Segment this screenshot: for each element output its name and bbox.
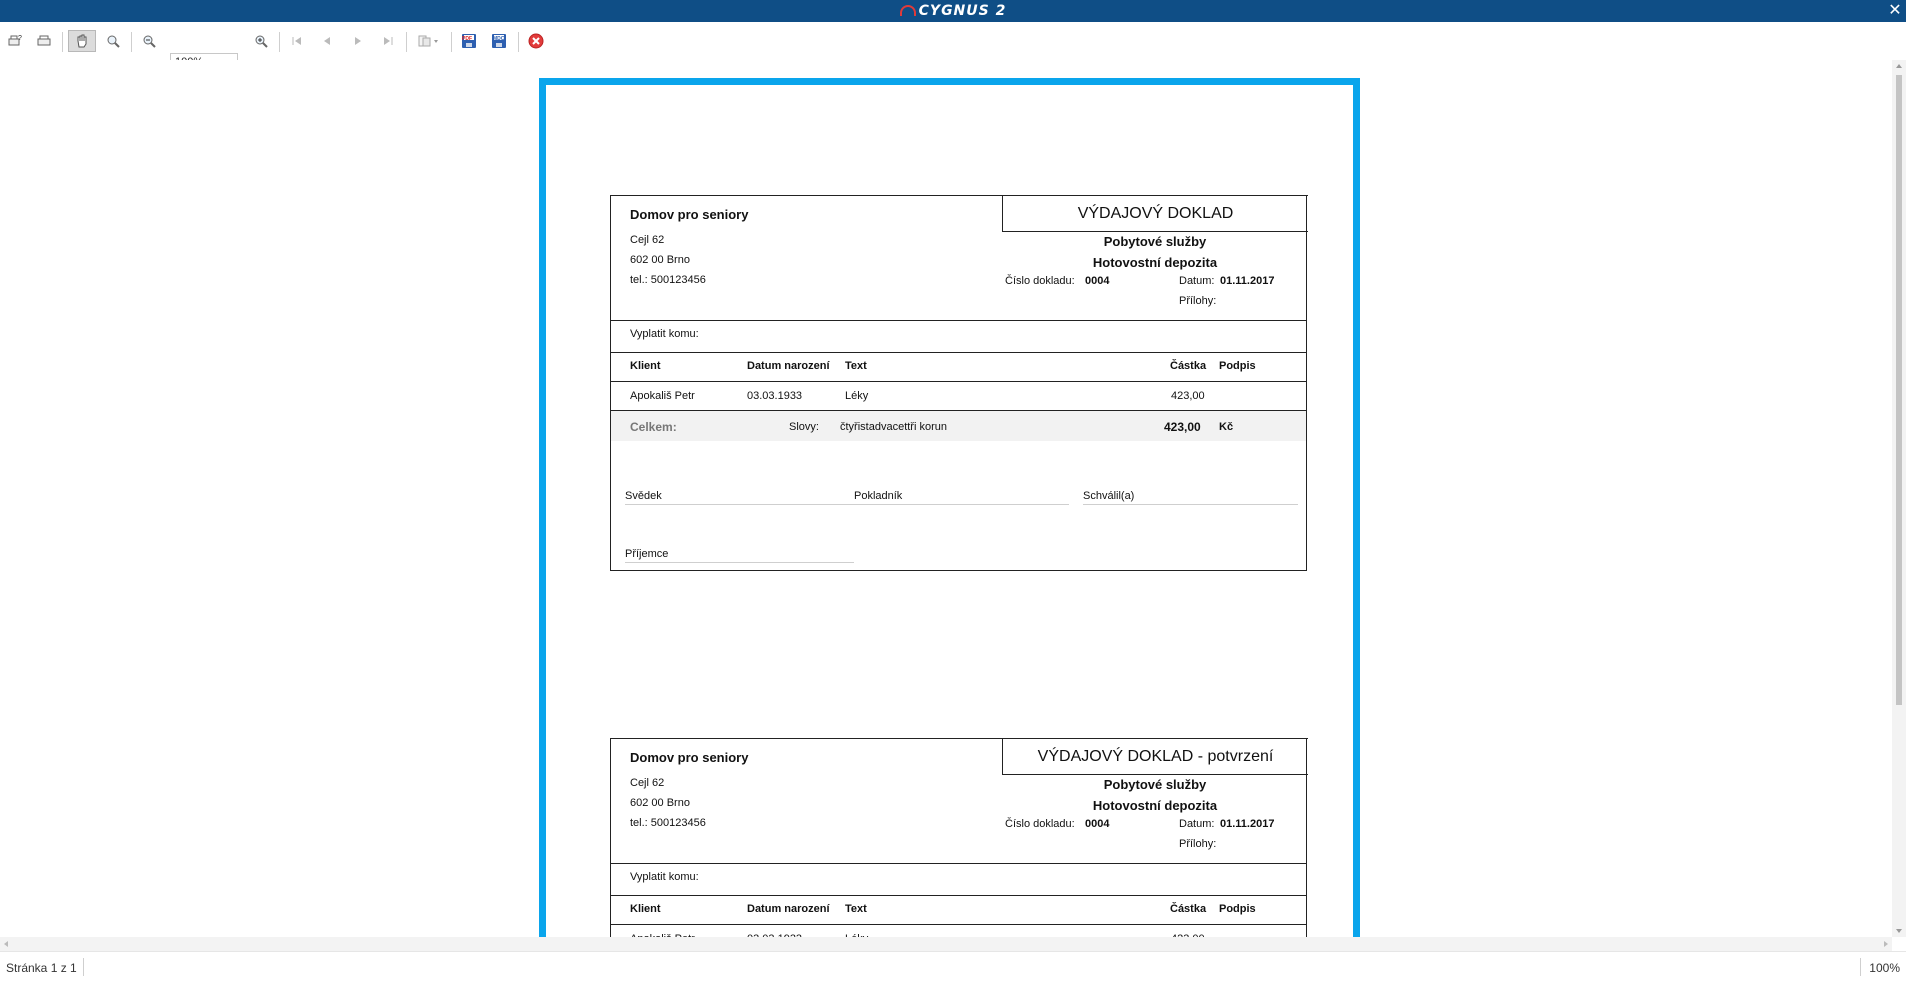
address-city: 602 00 Brno bbox=[630, 254, 690, 266]
attachments-label: Přílohy: bbox=[1179, 838, 1217, 850]
toolbar-separator bbox=[62, 32, 63, 52]
divider bbox=[611, 352, 1306, 353]
col-signature: Podpis bbox=[1219, 360, 1256, 372]
svg-text:MDC: MDC bbox=[493, 36, 505, 42]
col-amount: Částka bbox=[1170, 360, 1207, 372]
zoom-out-button[interactable] bbox=[138, 30, 160, 52]
status-bar bbox=[0, 951, 1906, 982]
zoom-in-icon bbox=[254, 34, 268, 48]
col-client: Klient bbox=[630, 903, 661, 915]
print-setup-icon bbox=[7, 34, 23, 48]
toolbar-separator bbox=[279, 32, 280, 52]
address-street: Cejl 62 bbox=[630, 777, 665, 789]
report-viewport[interactable] bbox=[0, 60, 1892, 937]
scroll-up-icon[interactable] bbox=[1896, 64, 1902, 68]
date-label: Datum: bbox=[1179, 275, 1215, 287]
expense-voucher bbox=[610, 195, 1307, 571]
total-amount: 423,00 bbox=[1164, 420, 1201, 434]
toolbar-separator bbox=[451, 32, 452, 52]
page-indicator: Stránka 1 z 1 bbox=[6, 961, 77, 975]
signature-line bbox=[625, 504, 854, 505]
printer-icon bbox=[36, 34, 52, 48]
col-signature: Podpis bbox=[1219, 903, 1256, 915]
divider bbox=[611, 895, 1306, 896]
row-text: Léky bbox=[845, 390, 869, 402]
status-separator bbox=[83, 958, 84, 976]
print-button[interactable] bbox=[33, 30, 55, 52]
next-page-button[interactable] bbox=[348, 30, 368, 52]
svg-text:PDF: PDF bbox=[462, 36, 472, 42]
doc-number-label: Číslo dokladu: bbox=[1005, 275, 1075, 287]
zoom-in-button[interactable] bbox=[250, 30, 272, 52]
close-preview-button[interactable] bbox=[526, 30, 546, 52]
cygnus-logo-icon bbox=[900, 5, 916, 16]
pdf-save-icon bbox=[461, 33, 477, 49]
organization-name: Domov pro seniory bbox=[630, 207, 749, 222]
status-separator bbox=[1860, 958, 1861, 976]
export-pdf-button[interactable] bbox=[458, 30, 480, 52]
app-title: CYGNUS 2 bbox=[918, 3, 1007, 19]
toolbar-separator bbox=[518, 32, 519, 52]
pay-to-label: Vyplatit komu: bbox=[630, 871, 699, 883]
signature-line bbox=[1083, 504, 1298, 505]
signature-line bbox=[625, 562, 854, 563]
attachments-label: Přílohy: bbox=[1179, 295, 1217, 307]
doc-date: 01.11.2017 bbox=[1220, 275, 1275, 287]
scroll-right-icon[interactable] bbox=[1884, 941, 1888, 947]
signature-line bbox=[854, 504, 1069, 505]
previous-page-button[interactable] bbox=[317, 30, 337, 52]
date-label: Datum: bbox=[1179, 818, 1215, 830]
words-label: Slovy: bbox=[789, 421, 819, 433]
page-layout-button[interactable] bbox=[414, 30, 444, 52]
address-street: Cejl 62 bbox=[630, 234, 665, 246]
address-phone: tel.: 500123456 bbox=[630, 274, 706, 286]
currency: Kč bbox=[1219, 421, 1234, 433]
export-file-button[interactable] bbox=[488, 30, 510, 52]
hand-icon bbox=[74, 33, 90, 49]
svg-text:?: ? bbox=[18, 35, 22, 42]
doc-date: 01.11.2017 bbox=[1220, 818, 1275, 830]
zoom-tool-button[interactable] bbox=[102, 30, 124, 52]
signature-recipient: Příjemce bbox=[625, 548, 669, 560]
signature-witness: Svědek bbox=[625, 490, 662, 502]
address-city: 602 00 Brno bbox=[630, 797, 690, 809]
signature-cashier: Pokladník bbox=[854, 490, 903, 502]
signature-approved: Schválil(a) bbox=[1083, 490, 1135, 502]
divider bbox=[611, 924, 1306, 925]
report-page bbox=[539, 78, 1360, 965]
deposit-type: Hotovostní depozita bbox=[1092, 798, 1218, 813]
row-dob: 03.03.1933 bbox=[747, 390, 803, 402]
last-page-button[interactable] bbox=[378, 30, 398, 52]
col-text: Text bbox=[845, 903, 867, 915]
pay-to-label: Vyplatit komu: bbox=[630, 328, 699, 340]
col-text: Text bbox=[845, 360, 867, 372]
toolbar-separator bbox=[406, 32, 407, 52]
horizontal-scrollbar[interactable] bbox=[0, 937, 1892, 951]
organization-name: Domov pro seniory bbox=[630, 750, 749, 765]
deposit-type: Hotovostní depozita bbox=[1092, 255, 1218, 270]
close-window-button[interactable]: ✕ bbox=[1888, 2, 1902, 19]
close-circle-icon bbox=[528, 33, 544, 49]
voucher-title: VÝDAJOVÝ DOKLAD bbox=[1002, 195, 1308, 232]
scroll-down-icon[interactable] bbox=[1896, 929, 1902, 933]
page-layout-icon bbox=[417, 34, 441, 48]
divider bbox=[611, 381, 1306, 382]
doc-number: 0004 bbox=[1085, 275, 1110, 287]
doc-number: 0004 bbox=[1085, 818, 1110, 830]
total-row bbox=[611, 411, 1306, 441]
next-page-icon bbox=[352, 35, 364, 47]
col-dob: Datum narození bbox=[747, 360, 830, 372]
row-client: Apokališ Petr bbox=[630, 390, 695, 402]
magnifier-icon bbox=[106, 34, 120, 48]
first-page-icon bbox=[291, 35, 303, 47]
print-setup-button[interactable] bbox=[4, 30, 26, 52]
file-save-icon bbox=[491, 33, 507, 49]
status-zoom: 100% bbox=[1869, 961, 1900, 975]
previous-page-icon bbox=[321, 35, 333, 47]
col-amount: Částka bbox=[1170, 903, 1207, 915]
col-dob: Datum narození bbox=[747, 903, 830, 915]
total-label: Celkem: bbox=[630, 420, 677, 434]
vertical-scrollbar[interactable] bbox=[1892, 60, 1906, 937]
col-client: Klient bbox=[630, 360, 661, 372]
first-page-button[interactable] bbox=[287, 30, 307, 52]
service-type: Pobytové služby bbox=[1103, 777, 1207, 792]
divider bbox=[611, 320, 1306, 321]
scroll-left-icon[interactable] bbox=[4, 941, 8, 947]
voucher-title: VÝDAJOVÝ DOKLAD - potvrzení bbox=[1002, 738, 1308, 775]
row-amount: 423,00 bbox=[1171, 390, 1205, 402]
toolbar bbox=[0, 22, 1906, 60]
title-bar bbox=[0, 0, 1906, 22]
divider bbox=[611, 863, 1306, 864]
hand-tool-button[interactable] bbox=[68, 30, 96, 52]
toolbar-separator bbox=[131, 32, 132, 52]
scrollbar-thumb[interactable] bbox=[1896, 75, 1902, 705]
amount-in-words: čtyřistadvacettři korun bbox=[840, 421, 947, 433]
address-phone: tel.: 500123456 bbox=[630, 817, 706, 829]
last-page-icon bbox=[382, 35, 394, 47]
service-type: Pobytové služby bbox=[1103, 234, 1207, 249]
zoom-out-icon bbox=[142, 34, 156, 48]
doc-number-label: Číslo dokladu: bbox=[1005, 818, 1075, 830]
app-brand bbox=[0, 3, 1906, 19]
